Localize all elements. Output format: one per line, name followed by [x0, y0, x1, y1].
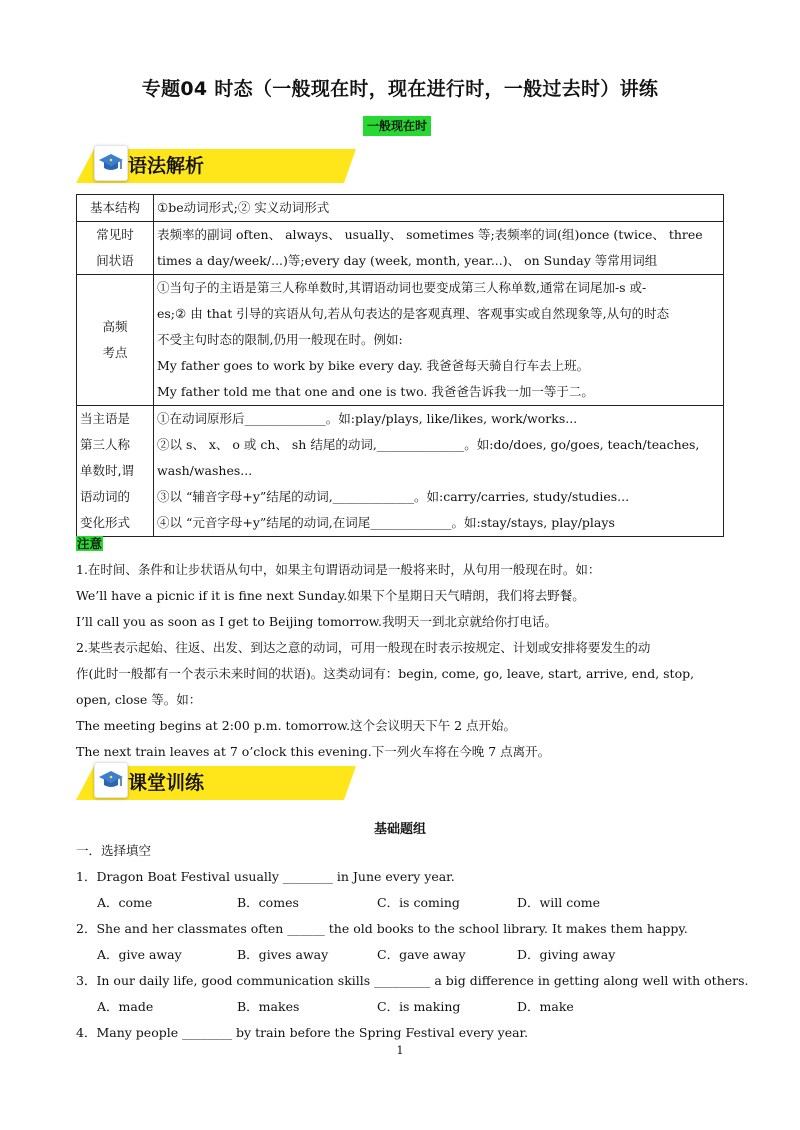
- option-b[interactable]: B．gives away: [237, 947, 329, 962]
- group-title: 基础题组: [373, 822, 426, 837]
- option-b[interactable]: B．makes: [237, 999, 300, 1014]
- table-row-header: 基本结构: [77, 195, 154, 222]
- cell-line: My father told me that one and one is two. 我爸爸告诉我一加一等于二。: [157, 384, 594, 399]
- part-title: 一．选择填空: [76, 843, 152, 858]
- header-line: 间状语: [96, 253, 134, 268]
- note-line: 2.某些表示起始、往返、出发、到达之意的动词，可用一般现在时表示按规定、计划或安排将要发生的动: [76, 640, 651, 655]
- graduation-cap-icon: [94, 762, 128, 798]
- header-line: 语动词的: [80, 489, 131, 504]
- header-line: 高频: [102, 319, 128, 334]
- table-cell: [154, 222, 724, 275]
- option-a[interactable]: A．give away: [97, 947, 182, 962]
- option-b[interactable]: B．comes: [237, 895, 299, 910]
- practice-banner: [76, 762, 344, 804]
- page-title: 专题04 时态（一般现在时，现在进行时，一般过去时）讲练: [141, 78, 659, 100]
- header-line: 变化形式: [80, 515, 131, 530]
- cell-line: es;② 由 that 引导的宾语从句,若从句表达的是客观真理、客观事实或自然现象等,从句的时态: [157, 306, 670, 321]
- section-subtitle: 一般现在时: [363, 116, 431, 136]
- note-line: 1.在时间、条件和让步状语从句中，如果主句谓语动词是一般将来时，从句用一般现在时。如：: [76, 562, 601, 577]
- note-line: We’ll have a picnic if it is fine next Sunday.如果下个星期日天气晴朗，我们将去野餐。: [76, 588, 585, 603]
- page-number: 1: [396, 1044, 404, 1057]
- option-d[interactable]: D．will come: [517, 895, 600, 910]
- cell-line: wash/washes...: [157, 463, 253, 478]
- cell-line: ④以 “元音字母+y”结尾的动词,在词尾_____________。如:stay/stays, play/plays: [157, 515, 615, 530]
- option-a[interactable]: A．made: [97, 999, 154, 1014]
- table-row: [77, 222, 724, 275]
- grammar-banner-label: 语法解析: [128, 155, 205, 177]
- table-row-header: [77, 275, 154, 406]
- practice-banner-label: 课堂训练: [128, 772, 205, 794]
- header-line: 单数时,谓: [80, 463, 134, 478]
- question-stem: 1．Dragon Boat Festival usually ________ in June every year.: [76, 869, 455, 884]
- cell-line: ①当句子的主语是第三人称单数时,其谓语动词也要变成第三人称单数,通常在词尾加-s 或-: [157, 280, 647, 295]
- question-stem: 2．She and her classmates often ______ the old books to the school library. It makes them happy.: [76, 921, 688, 936]
- option-d[interactable]: D．make: [517, 999, 574, 1014]
- cell-line: times a day/week/...)等;every day (week, month, year...)、 on Sunday 等常用词组: [157, 253, 658, 268]
- cell-line: ①在动词原形后_____________。如:play/plays, like/likes, work/works...: [157, 411, 578, 426]
- table-row: [77, 195, 724, 222]
- option-c[interactable]: C．is making: [377, 999, 461, 1014]
- note-line: open, close 等。如：: [76, 692, 202, 707]
- table-cell: ①be动词形式;② 实义动词形式: [154, 195, 724, 222]
- note-line: The meeting begins at 2:00 p.m. tomorrow.这个会议明天下午 2 点开始。: [76, 718, 517, 733]
- option-d[interactable]: D．giving away: [517, 947, 616, 962]
- option-a[interactable]: A．come: [97, 895, 153, 910]
- grammar-table: [76, 194, 724, 537]
- cell-line: My father goes to work by bike every day. 我爸爸每天骑自行车去上班。: [157, 358, 590, 373]
- grammar-banner: [76, 145, 344, 187]
- table-row-header: [77, 222, 154, 275]
- notes-label: 注意: [77, 536, 103, 551]
- question-stem: 4．Many people ________ by train before the Spring Festival every year.: [76, 1025, 529, 1040]
- option-row: [76, 890, 726, 916]
- option-c[interactable]: C．is coming: [377, 895, 460, 910]
- header-line: 常见时: [96, 227, 134, 242]
- notes-section: [76, 531, 726, 765]
- note-line: I’ll call you as soon as I get to Beijing tomorrow.我明天一到北京就给你打电话。: [76, 614, 557, 629]
- table-cell: [154, 406, 724, 537]
- header-line: 考点: [102, 345, 128, 360]
- table-row: [77, 406, 724, 537]
- exercise-section: [76, 838, 749, 1046]
- header-line: 第三人称: [80, 437, 131, 452]
- option-c[interactable]: C．gave away: [377, 947, 466, 962]
- table-row: [77, 275, 724, 406]
- option-row: [76, 942, 726, 968]
- question-stem: 3．In our daily life, good communication skills _________ a big difference in getting along well with others.: [76, 973, 749, 988]
- table-row-header: [77, 406, 154, 537]
- cell-line: 不受主句时态的限制,仍用一般现在时。例如:: [157, 332, 403, 347]
- option-row: [76, 994, 726, 1020]
- table-cell: [154, 275, 724, 406]
- header-line: 当主语是: [80, 411, 131, 426]
- cell-line: ②以 s、 x、 o 或 ch、 sh 结尾的动词,______________。如:do/does, go/goes, teach/teaches,: [157, 437, 700, 452]
- cell-line: 表频率的副词 often、 always、 usually、 sometimes 等;表频率的词(组)once (twice、 three: [157, 227, 703, 242]
- note-line: The next train leaves at 7 o’clock this evening.下一列火车将在今晚 7 点离开。: [76, 744, 551, 759]
- graduation-cap-icon: [94, 145, 128, 181]
- cell-line: ③以 “辅音字母+y”结尾的动词,_____________。如:carry/carries, study/studies...: [157, 489, 630, 504]
- note-line: 作(此时一般都有一个表示未来时间的状语)。这类动词有：begin, come, go, leave, start, arrive, end, stop,: [76, 666, 695, 681]
